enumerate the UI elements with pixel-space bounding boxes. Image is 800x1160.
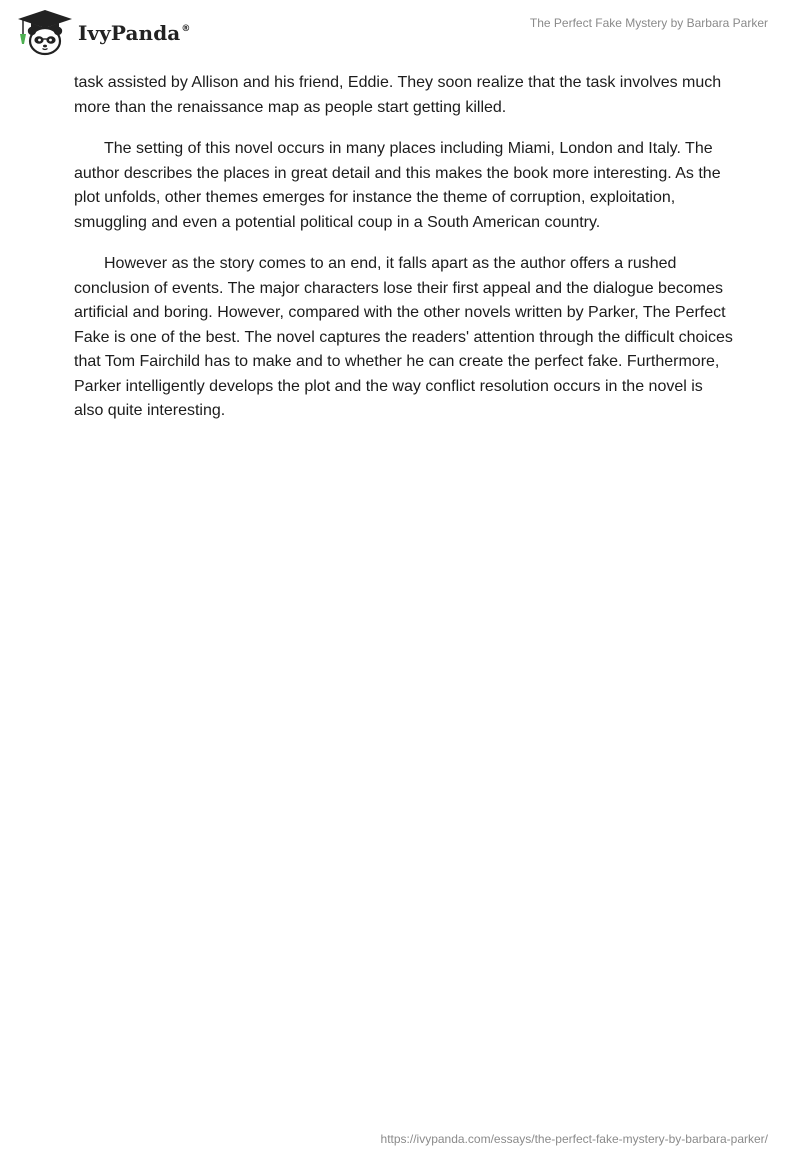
registered-mark: ® xyxy=(181,24,191,34)
essay-body xyxy=(74,71,734,441)
logo-wordmark xyxy=(78,21,190,45)
ivypanda-logo[interactable] xyxy=(14,8,190,56)
document-title: The Perfect Fake Mystery by Barbara Parker xyxy=(529,16,768,30)
source-url[interactable]: https://ivypanda.com/essays/the-perfect-fake-mystery-by-barbara-parker/ xyxy=(380,1132,768,1146)
logo-text: IvyPanda xyxy=(78,21,181,45)
paragraph-1: task assisted by Allison and his friend, Eddie. They soon realize that the task involves much more than the renaissance map as people start getting killed. xyxy=(74,74,722,116)
page-header xyxy=(0,0,800,70)
panda-graduate-icon xyxy=(14,8,76,56)
paragraph-2: The setting of this novel occurs in many places including Miami, London and Italy. The author describes the places in great detail and this makes the book more interesting. As the plot unfolds, other themes emerges for instance the theme of corruption, exploitation, smuggling and even a potential political coup in a South American country. xyxy=(74,140,721,231)
paragraph-3: However as the story comes to an end, it falls apart as the author offers a rushed conclusion of events. The major characters lose their first appeal and the dialogue becomes artificial and boring. However, compared with the other novels written by Parker, The Perfect Fake is one of the best. The novel captures the readers' attention through the difficult choices that Tom Fairchild has to make and to whether he can create the perfect fake. Furthermore, Parker intelligently develops the plot and the way conflict resolution occurs in the novel is also quite interesting. xyxy=(74,255,733,419)
